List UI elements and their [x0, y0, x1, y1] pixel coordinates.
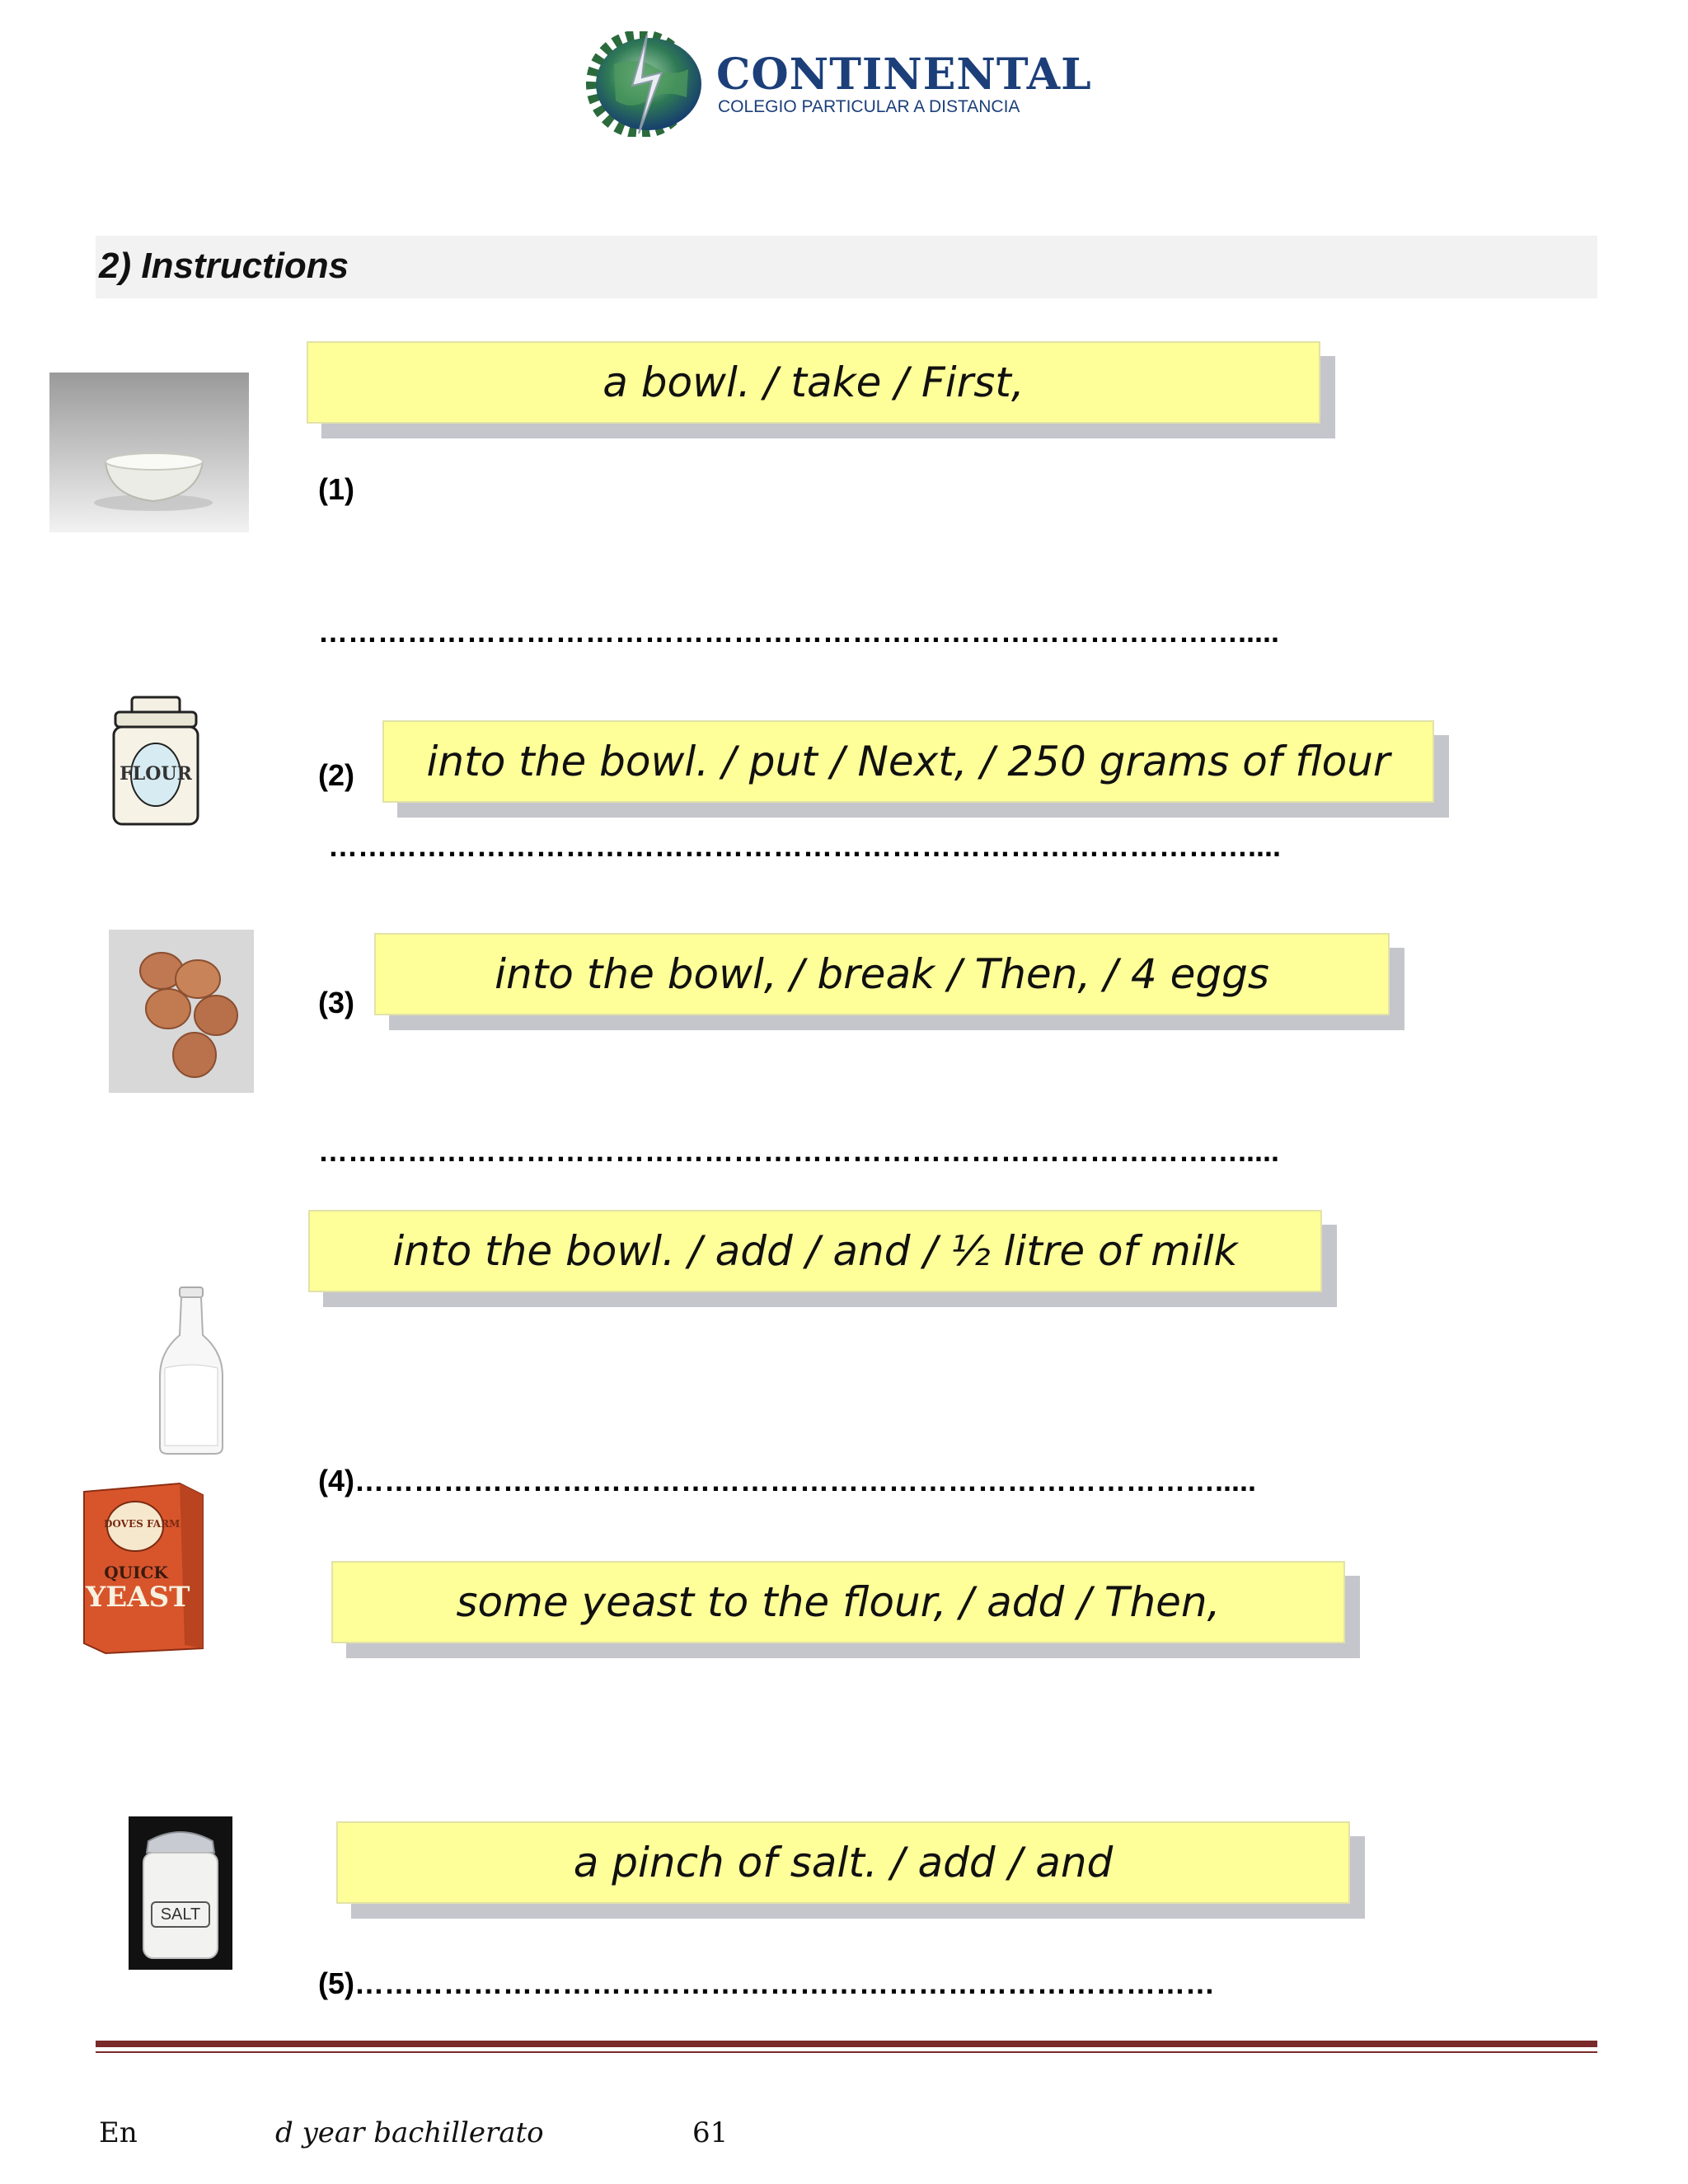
globe-gear-icon	[581, 31, 713, 137]
scrambled-sentence-text: some yeast to the flour, / add / Then,	[331, 1561, 1345, 1643]
flour-label: FLOUR	[120, 763, 192, 785]
yeast-quick-label: QUICK	[104, 1563, 168, 1582]
scrambled-sentence-text: a pinch of salt. / add / and	[336, 1821, 1350, 1904]
answer-line-dots: ………………………………………………………………………………….....	[318, 615, 1280, 649]
scrambled-sentence-text: a bowl. / take / First,	[307, 341, 1320, 424]
footer-left-text: En	[99, 2116, 138, 2149]
section-title: 2) Instructions	[99, 246, 349, 286]
answer-line-4[interactable]	[318, 1464, 1340, 1500]
bowl-image	[49, 373, 249, 532]
yeast-main-label: YEAST	[86, 1581, 190, 1614]
salt-label: SALT	[160, 1905, 201, 1924]
answer-line-3[interactable]	[318, 1134, 1340, 1170]
answer-line-dots: (4)…………………………………………………………………………….....	[318, 1464, 1257, 1497]
step-number-1: (1)	[318, 472, 354, 506]
answer-line-5[interactable]	[318, 1966, 1340, 2003]
scrambled-sentence-card-3	[374, 933, 1390, 1015]
eggs-image	[109, 930, 254, 1093]
footer-rule	[96, 2041, 1597, 2047]
milk-bottle-image	[157, 1286, 226, 1455]
step-number-3: (3)	[318, 986, 354, 1019]
scrambled-sentence-card-2	[382, 720, 1434, 803]
answer-line-2[interactable]	[328, 829, 1350, 865]
answer-line-dots: (5)……………………………………………………………………………	[318, 1966, 1215, 2000]
school-logo	[581, 31, 1092, 137]
footer-course-text: d year bachillerato	[275, 2116, 544, 2149]
brand-name: CONTINENTAL	[716, 49, 1092, 100]
yeast-box-image	[79, 1480, 206, 1655]
footer-rule-thin	[96, 2051, 1597, 2053]
salt-shaker-image	[129, 1816, 232, 1970]
answer-line-dots: …………………………………………………………………………………....	[328, 829, 1282, 863]
answer-line-1[interactable]	[318, 615, 1340, 651]
scrambled-sentence-text: into the bowl. / add / and / ½ litre of milk	[308, 1210, 1322, 1292]
yeast-brand-label: DOVES FARM	[104, 1518, 181, 1530]
answer-line-dots: ………………………………………………………………………………….....	[318, 1134, 1280, 1168]
flour-jar-image	[106, 694, 206, 832]
scrambled-sentence-card-5	[331, 1561, 1345, 1643]
scrambled-sentence-card-6	[336, 1821, 1350, 1904]
scrambled-sentence-text: into the bowl, / break / Then, / 4 eggs	[374, 933, 1390, 1015]
brand-tagline: COLEGIO PARTICULAR A DISTANCIA	[718, 97, 1020, 116]
step-number-2: (2)	[318, 758, 354, 792]
page-number: 61	[692, 2116, 729, 2149]
scrambled-sentence-card-4	[308, 1210, 1322, 1292]
scrambled-sentence-card-1	[307, 341, 1320, 424]
scrambled-sentence-text: into the bowl. / put / Next, / 250 grams of flour	[382, 720, 1434, 803]
